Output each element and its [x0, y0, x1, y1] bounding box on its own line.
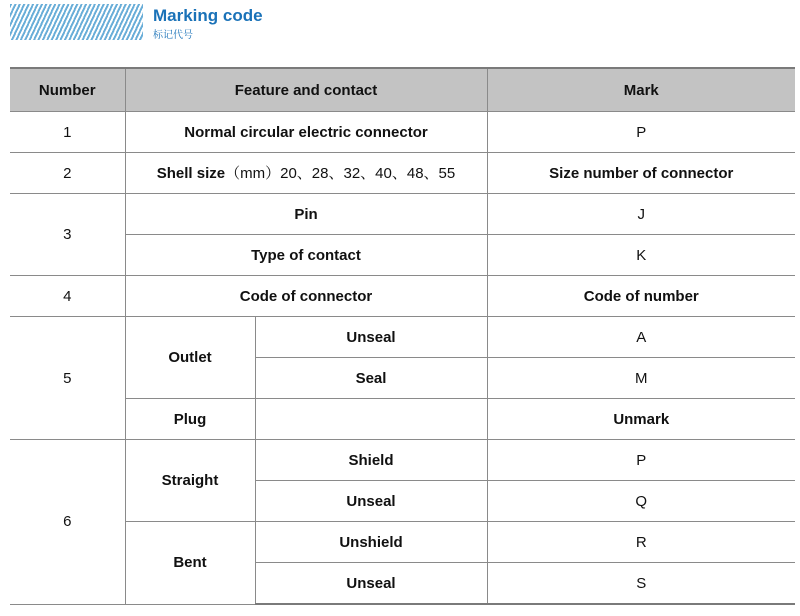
- feature-cell: Type of contact: [125, 235, 487, 276]
- category-cell: Bent: [125, 522, 255, 605]
- row-number: 1: [10, 112, 125, 153]
- subcategory-cell: Unseal: [255, 563, 487, 605]
- table-row: [10, 194, 795, 235]
- category-cell: Straight: [125, 440, 255, 522]
- table-row: [10, 522, 795, 563]
- mark-cell: Unmark: [487, 399, 795, 440]
- table-row: [10, 153, 795, 194]
- category-cell: Plug: [125, 399, 255, 440]
- feature-cell: Code of connector: [125, 276, 487, 317]
- table-row: [10, 112, 795, 153]
- page-subtitle: 标记代号: [153, 30, 193, 41]
- subcategory-cell: Unseal: [255, 481, 487, 522]
- mark-cell: J: [487, 194, 795, 235]
- mark-cell: Q: [487, 481, 795, 522]
- row-number: 6: [10, 440, 125, 605]
- table-row: [10, 440, 795, 481]
- mark-cell: A: [487, 317, 795, 358]
- subcategory-cell: Shield: [255, 440, 487, 481]
- table-header-row: [10, 68, 795, 112]
- table-row: [10, 399, 795, 440]
- header-stripe-decoration: [10, 4, 143, 40]
- mark-cell: R: [487, 522, 795, 563]
- mark-cell: Code of number: [487, 276, 795, 317]
- row-number: 4: [10, 276, 125, 317]
- category-cell: Outlet: [125, 317, 255, 399]
- empty-cell: [255, 399, 487, 440]
- feature-cell: Normal circular electric connector: [125, 112, 487, 153]
- mark-cell: Size number of connector: [487, 153, 795, 194]
- subcategory-cell: Seal: [255, 358, 487, 399]
- feature-cell: Pin: [125, 194, 487, 235]
- marking-code-table: [10, 67, 795, 605]
- row-number: 5: [10, 317, 125, 440]
- mark-cell: S: [487, 563, 795, 605]
- column-header-mark: Mark: [487, 68, 795, 112]
- column-header-number: Number: [10, 68, 125, 112]
- table-row: [10, 235, 795, 276]
- mark-cell: P: [487, 440, 795, 481]
- mark-cell: P: [487, 112, 795, 153]
- subcategory-cell: Unshield: [255, 522, 487, 563]
- subcategory-cell: Unseal: [255, 317, 487, 358]
- mark-cell: M: [487, 358, 795, 399]
- mark-cell: K: [487, 235, 795, 276]
- shell-size-values: （mm）20、28、32、40、48、55: [225, 164, 456, 182]
- row-number: 2: [10, 153, 125, 194]
- shell-size-label: Shell size: [156, 164, 226, 182]
- feature-cell: [125, 153, 487, 194]
- table-row: [10, 317, 795, 358]
- column-header-feature: Feature and contact: [125, 68, 487, 112]
- row-number: 3: [10, 194, 125, 276]
- page-title: Marking code: [153, 6, 263, 25]
- table-row: [10, 276, 795, 317]
